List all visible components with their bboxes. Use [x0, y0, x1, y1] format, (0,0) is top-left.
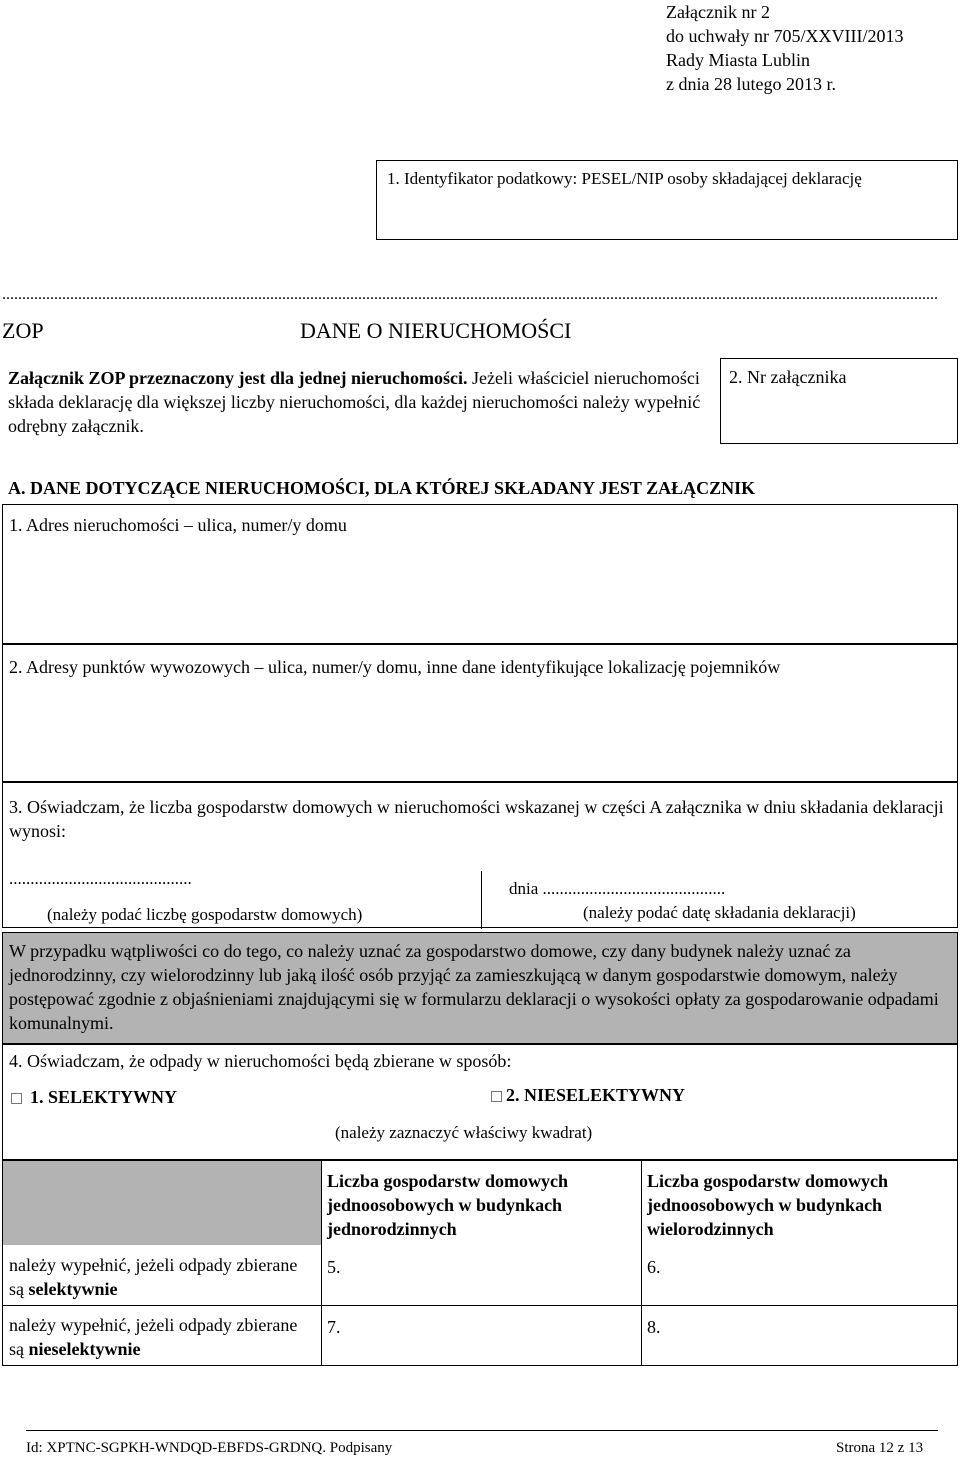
dotted-separator: ..........................................................................................................................................................................................................................................	[2, 286, 938, 303]
collection-method-field	[2, 1044, 958, 1160]
option-selective[interactable]	[11, 1087, 177, 1108]
cell-8[interactable]: 8.	[647, 1317, 661, 1337]
table-row-divider	[3, 1305, 957, 1306]
row-selective-bold: selektywnie	[28, 1279, 118, 1299]
property-address-field[interactable]	[2, 504, 958, 644]
households-divider	[481, 871, 482, 929]
table-divider-2	[641, 1161, 642, 1365]
footer-document-id: Id: XPTNC-SGPKH-WNDQD-EBFDS-GRDNQ. Podpisany	[26, 1440, 393, 1456]
cell-7[interactable]: 7.	[327, 1317, 341, 1337]
form-code: ZOP	[2, 318, 44, 343]
row-selective-prefix: należy wypełnić, jeżeli odpady zbierane są	[9, 1255, 298, 1299]
row-non-selective-label	[9, 1313, 299, 1361]
declaration-date-field[interactable]: dnia ...........................................	[509, 879, 726, 898]
cell-6[interactable]: 6.	[647, 1257, 661, 1277]
option-non-selective-label: 2. NIESELEKTYWNY	[506, 1085, 686, 1105]
collection-points-field[interactable]	[2, 644, 958, 782]
households-notice-text: W przypadku wątpliwości co do tego, co należy uznać za gospodarstwo domowe, czy dany budynek należy uznać za jednorodzinny, czy wielorodzinny lub jaką ilość osób przyjąć za zamieszkującą w danym gospodarstwie domowym, należy postępować zgodnie z objaśnieniami znajdującymi się w formularzu deklaracji o wysokości opłaty za gospodarowanie odpadami komunalnymi.	[9, 941, 939, 1033]
households-declaration-label: 3. Oświadczam, że liczba gospodarstw domowych w nieruchomości wskazanej w części A załącznika w dniu składania deklaracji wynosi:	[9, 797, 944, 841]
cell-5[interactable]: 5.	[327, 1257, 341, 1277]
intro-rest: Jeżeli właściciel nieruchomości składa deklarację dla większej liczby nieruchomości, dla każdej nieruchomości należy wypełnić odrębny załącznik.	[8, 368, 701, 436]
households-notice	[2, 932, 958, 1044]
households-declaration	[2, 782, 958, 928]
footer-rule	[26, 1430, 938, 1431]
households-count-hint: (należy podać liczbę gospodarstw domowych)	[47, 905, 363, 924]
row-non-selective-bold: nieselektywnie	[28, 1339, 141, 1359]
households-count-field[interactable]: ...........................................	[9, 869, 192, 888]
intro-text	[8, 366, 708, 438]
footer-page-number: Strona 12 z 13	[836, 1440, 924, 1456]
attachment-number-field[interactable]	[720, 358, 958, 444]
col-multi-family-header: Liczba gospodarstw domowych jednoosobowych w budynkach wielorodzinnych	[647, 1171, 889, 1239]
header-line-3: Rady Miasta Lublin	[666, 50, 810, 70]
tax-identifier-label: 1. Identyfikator podatkowy: PESEL/NIP osoby składającej deklarację	[387, 169, 862, 188]
row-selective-label	[9, 1253, 299, 1301]
attachment-number-label: 2. Nr załącznika	[729, 367, 847, 387]
col-single-family-header: Liczba gospodarstw domowych jednoosobowych w budynkach jednorodzinnych	[327, 1171, 569, 1239]
option-non-selective[interactable]	[491, 1085, 685, 1106]
collection-method-label: 4. Oświadczam, że odpady w nieruchomości będą zbierane w sposób:	[9, 1051, 512, 1071]
intro-bold: Załącznik ZOP przeznaczony jest dla jednej nieruchomości.	[8, 368, 468, 388]
option-selective-label: 1. SELEKTYWNY	[30, 1087, 178, 1107]
tax-identifier-field[interactable]	[376, 160, 958, 240]
property-address-label: 1. Adres nieruchomości – ulica, numer/y domu	[9, 515, 347, 535]
selective-checkbox[interactable]	[11, 1093, 22, 1104]
header-line-2: do uchwały nr 705/XXVIII/2013	[666, 26, 904, 46]
collection-points-label: 2. Adresy punktów wywozowych – ulica, numer/y domu, inne dane identyfikujące lokalizację pojemników	[9, 657, 781, 677]
row-non-selective-prefix: należy wypełnić, jeżeli odpady zbierane są	[9, 1315, 298, 1359]
page-title: DANE O NIERUCHOMOŚCI	[300, 318, 572, 343]
attachment-header	[666, 0, 903, 96]
households-table	[2, 1160, 958, 1366]
table-divider-1	[321, 1161, 322, 1365]
declaration-date-hint: (należy podać datę składania deklaracji)	[583, 903, 856, 922]
header-line-4: z dnia 28 lutego 2013 r.	[666, 74, 836, 94]
option-hint: (należy zaznaczyć właściwy kwadrat)	[335, 1123, 593, 1142]
non-selective-checkbox[interactable]	[491, 1091, 502, 1102]
header-line-1: Załącznik nr 2	[666, 2, 770, 22]
section-a-title: A. DANE DOTYCZĄCE NIERUCHOMOŚCI, DLA KTÓREJ SKŁADANY JEST ZAŁĄCZNIK	[8, 478, 756, 498]
table-corner	[3, 1161, 321, 1245]
